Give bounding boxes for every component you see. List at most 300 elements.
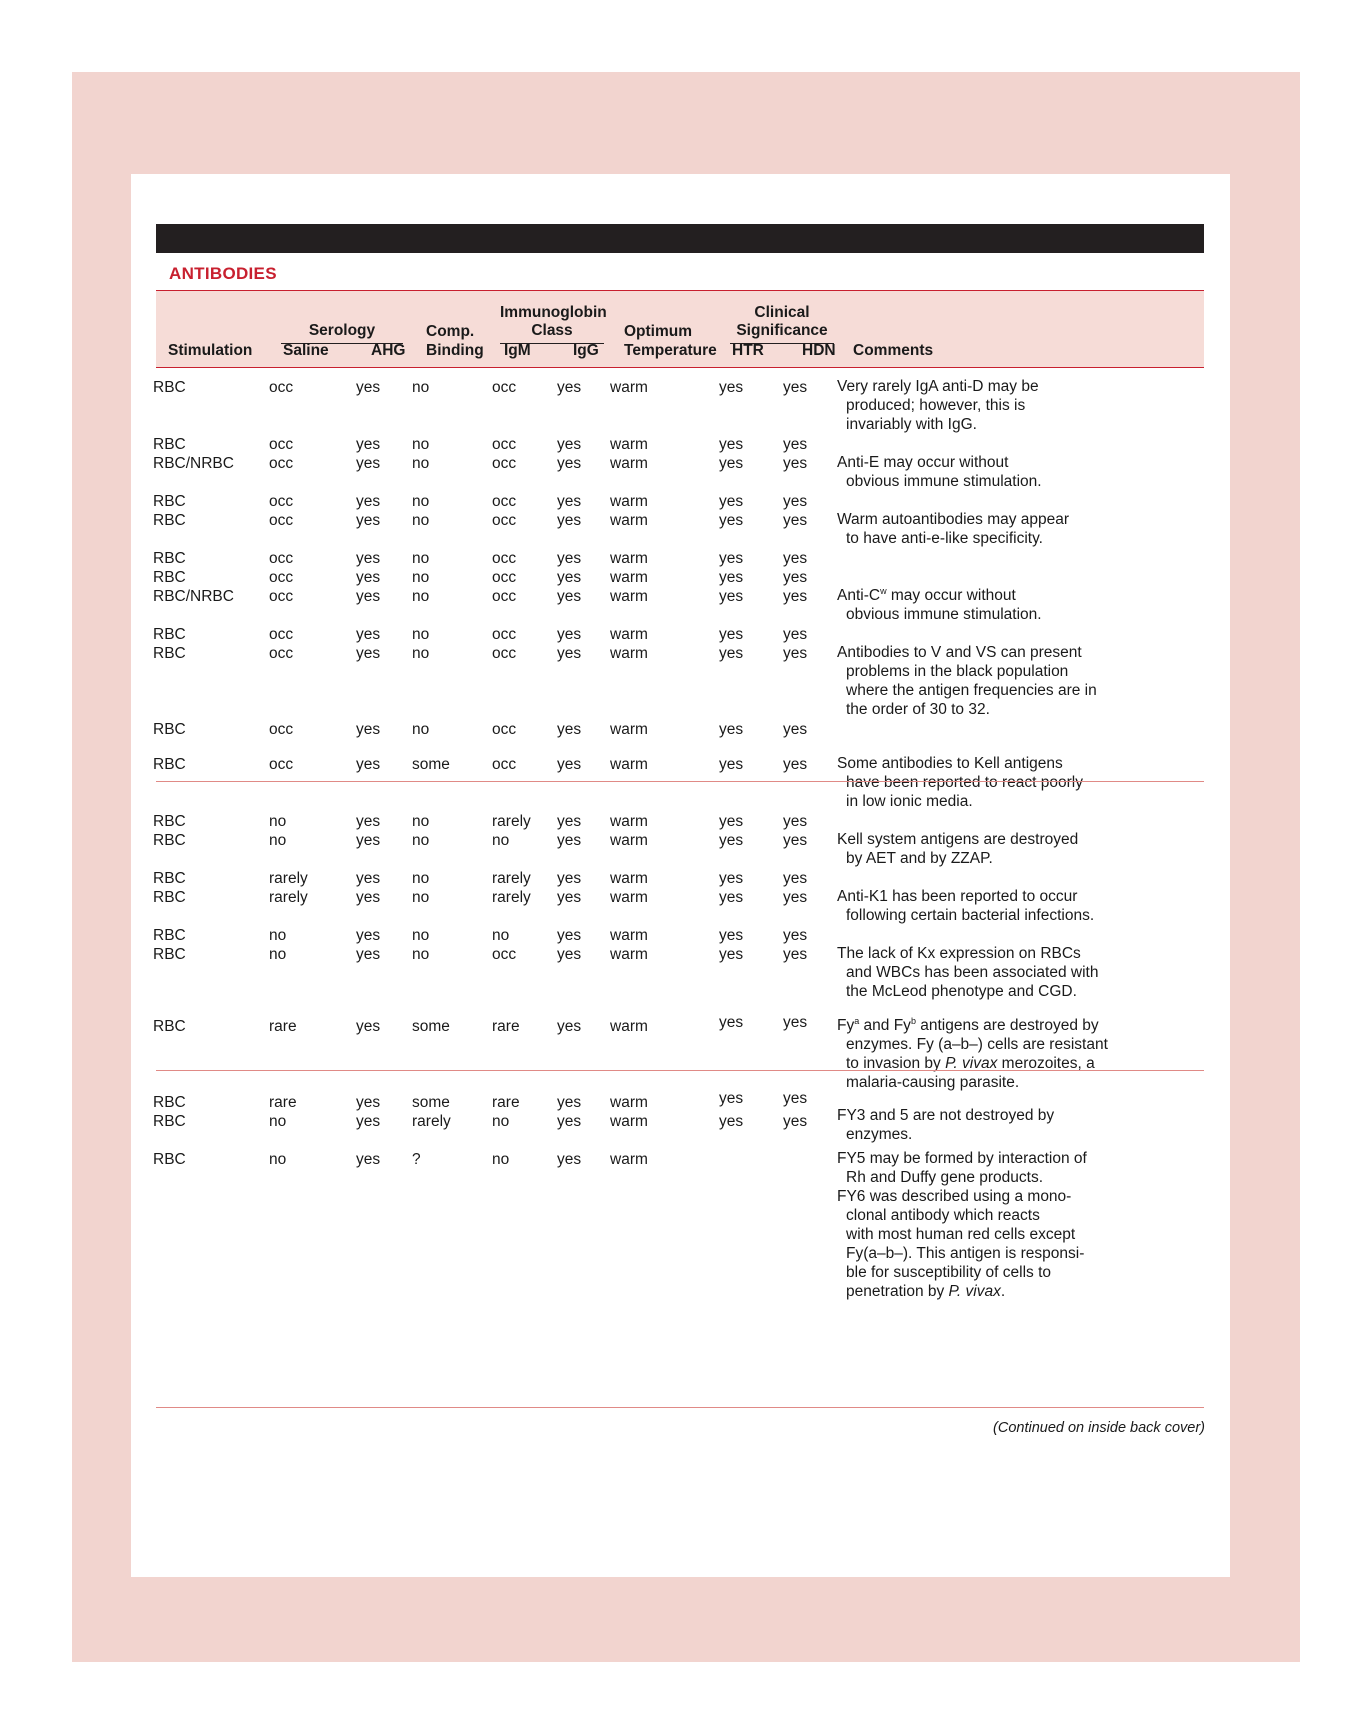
cell-comp: no <box>412 870 430 887</box>
cell-saline: occ <box>269 493 294 510</box>
cell-htr: yes <box>719 813 744 830</box>
comment-line <box>837 906 1105 925</box>
comment-line <box>837 415 1105 434</box>
comment <box>837 887 1105 925</box>
header-saline: Saline <box>283 342 329 359</box>
header-comments: Comments <box>853 342 934 359</box>
comment-text: where the antigen frequencies are in <box>846 682 1097 699</box>
comment-text: the McLeod phenotype and CGD. <box>846 983 1077 1000</box>
cell-igm: rarely <box>492 813 531 830</box>
cell-saline: occ <box>269 455 294 472</box>
cell-ahg: yes <box>356 626 381 643</box>
cell-comp: no <box>412 493 430 510</box>
comment-text: merozoites, a <box>997 1055 1095 1072</box>
cell-temp: warm <box>610 1094 648 1111</box>
cell-igg: yes <box>557 1018 582 1035</box>
cell-htr: yes <box>719 645 744 662</box>
cell-comp: no <box>412 436 430 453</box>
cell-stim: RBC <box>153 927 186 944</box>
comment-text: Anti-K1 has been reported to occur <box>837 888 1078 905</box>
comment-text: Very rarely IgA anti-D may be <box>837 378 1039 395</box>
comment-line <box>837 510 1105 529</box>
comment-text: to invasion by <box>846 1055 946 1072</box>
cell-igg: yes <box>557 1113 582 1130</box>
cell-saline: no <box>269 1113 287 1130</box>
comment-line <box>837 529 1105 548</box>
header-comp-2: Binding <box>426 342 484 359</box>
cell-ahg: yes <box>356 1018 381 1035</box>
cell-ahg: yes <box>356 588 381 605</box>
cell-htr: yes <box>719 512 744 529</box>
comment <box>837 944 1105 1001</box>
comment-line <box>837 377 1105 396</box>
comment <box>837 643 1105 719</box>
cell-igg: yes <box>557 645 582 662</box>
cell-saline: no <box>269 946 287 963</box>
cell-hdn: yes <box>783 756 808 773</box>
cell-ahg: yes <box>356 1113 381 1130</box>
cell-igg: yes <box>557 512 582 529</box>
comment <box>837 1016 1108 1092</box>
cell-ahg: yes <box>356 436 381 453</box>
cell-ahg: yes <box>356 1151 381 1168</box>
cell-comp: no <box>412 569 430 586</box>
cell-temp: warm <box>610 493 648 510</box>
cell-igg: yes <box>557 436 582 453</box>
cell-comp: some <box>412 1018 450 1035</box>
comment-text: Warm autoantibodies may appear <box>837 511 1070 528</box>
cell-saline: rarely <box>269 889 308 906</box>
cell-ahg: yes <box>356 813 381 830</box>
comment-text: Fy <box>837 1017 855 1034</box>
cell-stim: RBC/NRBC <box>153 588 234 605</box>
cell-igm: no <box>492 1151 510 1168</box>
cell-igm: occ <box>492 588 517 605</box>
cell-igm: occ <box>492 626 517 643</box>
cell-temp: warm <box>610 756 648 773</box>
cell-saline: occ <box>269 588 294 605</box>
comment-text: by AET and by ZZAP. <box>846 850 993 867</box>
cell-htr: yes <box>719 588 744 605</box>
cell-hdn: yes <box>783 832 808 849</box>
comment-text: antigens are destroyed by <box>915 1017 1099 1034</box>
comment-text: to have anti-e-like specificity. <box>846 530 1043 547</box>
cell-stim: RBC <box>153 1151 186 1168</box>
cell-saline: no <box>269 1151 287 1168</box>
cell-igg: yes <box>557 870 582 887</box>
comment-line <box>837 982 1105 1001</box>
comment-line <box>837 849 1105 868</box>
comment-line <box>837 586 1105 605</box>
cell-igm: occ <box>492 512 517 529</box>
comment <box>837 830 1105 868</box>
comment-line <box>837 1168 1105 1187</box>
comment-line <box>837 944 1105 963</box>
cell-hdn: yes <box>783 1090 808 1107</box>
cell-stim: RBC <box>153 870 186 887</box>
cell-temp: warm <box>610 1113 648 1130</box>
comment-text: FY6 was described using a mono- <box>837 1188 1072 1205</box>
cell-saline: occ <box>269 512 294 529</box>
cell-htr: yes <box>719 870 744 887</box>
cell-stim: RBC <box>153 1094 186 1111</box>
cell-htr: yes <box>719 1014 744 1031</box>
cell-temp: warm <box>610 1151 648 1168</box>
header-comp-1: Comp. <box>426 323 475 340</box>
comment-text: ble for susceptibility of cells to <box>846 1264 1052 1281</box>
cell-igm: occ <box>492 569 517 586</box>
cell-saline: occ <box>269 721 294 738</box>
cell-hdn: yes <box>783 721 808 738</box>
comment-line <box>837 1016 1105 1035</box>
cell-htr: yes <box>719 832 744 849</box>
header-optimum-1: Optimum <box>624 323 693 340</box>
cell-saline: no <box>269 832 287 849</box>
comment-text: enzymes. <box>846 1126 913 1143</box>
comment-line <box>837 700 1105 719</box>
cell-igg: yes <box>557 927 582 944</box>
cell-comp: some <box>412 756 450 773</box>
cell-saline: occ <box>269 379 294 396</box>
comment-text: P. vivax <box>948 1283 1001 1300</box>
cell-igm: no <box>492 832 510 849</box>
document-page <box>131 174 1230 1577</box>
cell-saline: occ <box>269 626 294 643</box>
cell-comp: no <box>412 550 430 567</box>
cell-stim: RBC <box>153 645 186 662</box>
cell-ahg: yes <box>356 512 381 529</box>
cell-htr: yes <box>719 379 744 396</box>
cell-ahg: yes <box>356 379 381 396</box>
cell-comp: no <box>412 889 430 906</box>
cell-hdn: yes <box>783 946 808 963</box>
comment-text: invariably with IgG. <box>846 416 977 433</box>
cell-saline: no <box>269 927 287 944</box>
cell-ahg: yes <box>356 832 381 849</box>
comment <box>837 510 1105 548</box>
cell-stim: RBC <box>153 512 186 529</box>
cell-comp: no <box>412 455 430 472</box>
comment-text: Anti-E may occur without <box>837 454 1009 471</box>
comment-line <box>837 1106 1105 1125</box>
cell-stim: RBC <box>153 813 186 830</box>
cell-comp: no <box>412 927 430 944</box>
cell-hdn: yes <box>783 645 808 662</box>
comment-text: have been reported to react poorly <box>846 774 1083 791</box>
cell-comp: no <box>412 645 430 662</box>
comment-line <box>837 1149 1105 1168</box>
cell-saline: occ <box>269 436 294 453</box>
cell-htr: yes <box>719 1113 744 1130</box>
cell-saline: occ <box>269 550 294 567</box>
cell-igm: occ <box>492 455 517 472</box>
cell-hdn: yes <box>783 813 808 830</box>
comment <box>837 1149 1105 1187</box>
comment-text: Anti-C <box>837 587 881 604</box>
cell-ahg: yes <box>356 550 381 567</box>
comment-text: produced; however, this is <box>846 397 1026 414</box>
cell-stim: RBC <box>153 889 186 906</box>
cell-hdn: yes <box>783 889 808 906</box>
cell-comp: no <box>412 721 430 738</box>
comment-line <box>837 1244 1105 1263</box>
cell-stim: RBC <box>153 832 186 849</box>
cell-comp: no <box>412 512 430 529</box>
cell-igm: no <box>492 927 510 944</box>
cell-ahg: yes <box>356 645 381 662</box>
cell-stim: RBC <box>153 493 186 510</box>
cell-hdn: yes <box>783 626 808 643</box>
cell-hdn: yes <box>783 569 808 586</box>
cell-igm: occ <box>492 379 517 396</box>
header-stimulation: Stimulation <box>168 342 253 359</box>
cell-ahg: yes <box>356 927 381 944</box>
cell-htr: yes <box>719 927 744 944</box>
comment-text: b <box>910 1016 916 1026</box>
cell-igm: occ <box>492 756 517 773</box>
comment-text: penetration by <box>846 1283 949 1300</box>
cell-igg: yes <box>557 626 582 643</box>
cell-igg: yes <box>557 588 582 605</box>
cell-temp: warm <box>610 588 648 605</box>
comment-line <box>837 396 1105 415</box>
cell-temp: warm <box>610 569 648 586</box>
comment-text: problems in the black population <box>846 663 1069 680</box>
cell-comp: no <box>412 832 430 849</box>
comment-text: malaria-causing parasite. <box>846 1074 1020 1091</box>
comment-text: and Fy <box>859 1017 911 1034</box>
cell-temp: warm <box>610 626 648 643</box>
cell-htr: yes <box>719 493 744 510</box>
cell-htr: yes <box>719 626 744 643</box>
cell-stim: RBC <box>153 946 186 963</box>
cell-comp: no <box>412 626 430 643</box>
cell-comp: no <box>412 588 430 605</box>
comment-text: Fy(a–b–). This antigen is responsi- <box>846 1245 1085 1262</box>
cell-htr: yes <box>719 1090 744 1107</box>
comment-text: The lack of Kx expression on RBCs <box>837 945 1081 962</box>
comment-text: obvious immune stimulation. <box>846 606 1042 623</box>
cell-ahg: yes <box>356 569 381 586</box>
cell-ahg: yes <box>356 493 381 510</box>
comment <box>837 453 1105 491</box>
cell-htr: yes <box>719 550 744 567</box>
comment-text: with most human red cells except <box>846 1226 1076 1243</box>
comment-line <box>837 1125 1105 1144</box>
cell-hdn: yes <box>783 493 808 510</box>
cell-stim: RBC <box>153 1113 186 1130</box>
comment <box>837 1187 1105 1301</box>
header-igg: IgG <box>573 342 599 359</box>
cell-saline: occ <box>269 756 294 773</box>
comment-text: P. vivax <box>945 1055 998 1072</box>
comment-line <box>837 792 1105 811</box>
comment-line <box>837 830 1105 849</box>
cell-igg: yes <box>557 756 582 773</box>
cell-igm: rarely <box>492 870 531 887</box>
comment-line <box>837 605 1105 624</box>
comment-line <box>837 1073 1105 1092</box>
cell-igm: rare <box>492 1094 520 1111</box>
cell-temp: warm <box>610 946 648 963</box>
cell-htr: yes <box>719 436 744 453</box>
comment-text: Some antibodies to Kell antigens <box>837 755 1063 772</box>
cell-hdn: yes <box>783 1014 808 1031</box>
table-header <box>156 290 1204 368</box>
cell-hdn: yes <box>783 588 808 605</box>
header-serology: Serology <box>308 322 376 339</box>
section-divider <box>156 1407 1204 1408</box>
cell-stim: RBC <box>153 569 186 586</box>
comment-line <box>837 963 1105 982</box>
cell-igm: no <box>492 1113 510 1130</box>
cell-temp: warm <box>610 512 648 529</box>
cell-htr: yes <box>719 889 744 906</box>
header-htr: HTR <box>732 342 764 359</box>
cell-temp: warm <box>610 813 648 830</box>
cell-temp: warm <box>610 927 648 944</box>
comment-text: in low ionic media. <box>846 793 973 810</box>
cell-ahg: yes <box>356 889 381 906</box>
comment-line <box>837 662 1105 681</box>
comment-text: and WBCs has been associated with <box>846 964 1099 981</box>
cell-igm: occ <box>492 493 517 510</box>
cell-hdn: yes <box>783 927 808 944</box>
cell-htr: yes <box>719 455 744 472</box>
cell-temp: warm <box>610 721 648 738</box>
comment-text: obvious immune stimulation. <box>846 473 1042 490</box>
cell-temp: warm <box>610 379 648 396</box>
cell-comp: no <box>412 946 430 963</box>
cell-stim: RBC/NRBC <box>153 455 234 472</box>
comment-line <box>837 1263 1105 1282</box>
comment-text: may occur without <box>886 587 1016 604</box>
comment-line <box>837 1206 1105 1225</box>
comment <box>837 377 1105 434</box>
cell-igm: occ <box>492 550 517 567</box>
cell-ahg: yes <box>356 1094 381 1111</box>
cell-igg: yes <box>557 1151 582 1168</box>
comment-text: FY5 may be formed by interaction of <box>837 1150 1087 1167</box>
comment-text: a <box>854 1016 860 1026</box>
comment-line <box>837 887 1105 906</box>
cell-comp: rarely <box>412 1113 451 1130</box>
cell-temp: warm <box>610 455 648 472</box>
comment-line <box>837 1282 1105 1301</box>
section-title: ANTIBODIES <box>169 264 277 283</box>
comment-text: following certain bacterial infections. <box>846 907 1095 924</box>
comment-line <box>837 643 1105 662</box>
cell-temp: warm <box>610 645 648 662</box>
cell-hdn: yes <box>783 1113 808 1130</box>
section-divider <box>156 781 1204 782</box>
comment-line <box>837 681 1105 700</box>
comment-text: . <box>1000 1283 1006 1300</box>
cell-hdn: yes <box>783 436 808 453</box>
cell-saline: rare <box>269 1018 297 1035</box>
cell-igm: rare <box>492 1018 520 1035</box>
cell-stim: RBC <box>153 756 186 773</box>
cell-saline: occ <box>269 569 294 586</box>
cell-comp: ? <box>412 1151 421 1168</box>
cell-temp: warm <box>610 436 648 453</box>
cell-htr: yes <box>719 721 744 738</box>
comment-text: clonal antibody which reacts <box>846 1207 1040 1224</box>
cell-hdn: yes <box>783 379 808 396</box>
cell-temp: warm <box>610 870 648 887</box>
cell-comp: no <box>412 813 430 830</box>
cell-comp: some <box>412 1094 450 1111</box>
cell-stim: RBC <box>153 379 186 396</box>
comment-text: Rh and Duffy gene products. <box>846 1169 1044 1186</box>
comment-line <box>837 773 1105 792</box>
cell-ahg: yes <box>356 946 381 963</box>
cell-htr: yes <box>719 569 744 586</box>
cell-stim: RBC <box>153 1018 186 1035</box>
cell-igg: yes <box>557 569 582 586</box>
header-clinical-2: Significance <box>736 322 828 339</box>
comment-text: Antibodies to V and VS can present <box>837 644 1082 661</box>
cell-stim: RBC <box>153 626 186 643</box>
cell-saline: occ <box>269 645 294 662</box>
cell-temp: warm <box>610 1018 648 1035</box>
cell-saline: no <box>269 813 287 830</box>
cell-ahg: yes <box>356 455 381 472</box>
comment-line <box>837 754 1105 773</box>
cell-igg: yes <box>557 455 582 472</box>
header-igm: IgM <box>504 342 531 359</box>
cell-igm: occ <box>492 645 517 662</box>
cell-igg: yes <box>557 379 582 396</box>
cell-hdn: yes <box>783 550 808 567</box>
cell-hdn: yes <box>783 455 808 472</box>
cell-igm: occ <box>492 721 517 738</box>
cell-stim: RBC <box>153 721 186 738</box>
cell-hdn: yes <box>783 870 808 887</box>
comment-text: enzymes. Fy (a–b–) cells are resistant <box>846 1036 1108 1053</box>
comment-line <box>837 1035 1108 1054</box>
cell-igm: occ <box>492 436 517 453</box>
cell-ahg: yes <box>356 721 381 738</box>
header-black-bar <box>156 224 1204 253</box>
header-clinical-1: Clinical <box>754 304 810 321</box>
header-immunoglobin-2: Class <box>531 322 573 339</box>
header-immunoglobin-1: Immunoglobin <box>500 304 607 321</box>
cell-ahg: yes <box>356 756 381 773</box>
section-divider <box>156 1070 1204 1071</box>
cell-igg: yes <box>557 946 582 963</box>
cell-igm: rarely <box>492 889 531 906</box>
comment-text: w <box>880 586 887 596</box>
cell-htr: yes <box>719 946 744 963</box>
cell-stim: RBC <box>153 550 186 567</box>
cell-ahg: yes <box>356 870 381 887</box>
cell-comp: no <box>412 379 430 396</box>
comment-line <box>837 1187 1105 1206</box>
cell-igg: yes <box>557 493 582 510</box>
cell-igm: occ <box>492 946 517 963</box>
cell-igg: yes <box>557 721 582 738</box>
cell-temp: warm <box>610 832 648 849</box>
comment-line <box>837 453 1105 472</box>
continued-note: (Continued on inside back cover) <box>993 1420 1205 1436</box>
comment <box>837 586 1105 624</box>
comment <box>837 754 1105 811</box>
cell-htr: yes <box>719 756 744 773</box>
comment-text: Kell system antigens are destroyed <box>837 831 1079 848</box>
cell-igg: yes <box>557 813 582 830</box>
comment-text: FY3 and 5 are not destroyed by <box>837 1107 1055 1124</box>
